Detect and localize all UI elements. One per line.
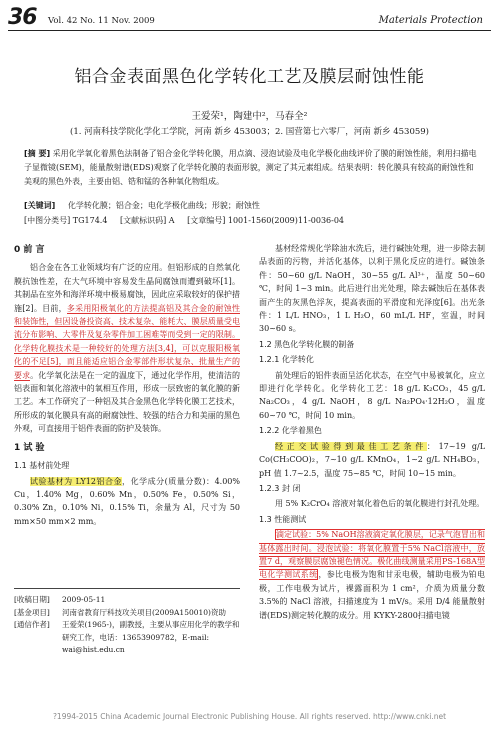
- testing-highlight-red: 滴定试验：5% NaOH溶液滴定氧化膜层，记录气泡冒出和基体露出时间。浸泡试验：将氧化膜置于5% NaCl溶液中，放置7 d，观察膜层腐蚀褪色情况。极化曲线测量采用PS-168A型电化学测试系统: [259, 530, 485, 580]
- intro-text-a: 铝合金在各工业领域均有广泛的应用。但铝形成的自然氧化膜抗蚀性差，在大气环境中容易发生晶间腐蚀而遭到破坏[1]。其制品在室外和海洋环境中极易腐蚀，因此应采取较好的保护措施[2]。目前，: [14, 263, 240, 313]
- meta-block: [24, 198, 479, 228]
- paper-title: 铝合金表面黑色化学转化工艺及膜层耐蚀性能: [74, 67, 425, 87]
- blackening-highlight: 经正交试验得到最佳工艺条件: [275, 441, 427, 451]
- abstract-label: [摘 要]: [24, 149, 51, 158]
- clc-number: [中图分类号] TG174.4: [24, 216, 108, 225]
- journal-name: Materials Protection: [378, 15, 483, 26]
- footnote-received: [收稿日期] 2009-05-11: [14, 595, 106, 604]
- keywords-line: [24, 198, 479, 213]
- intro-text-d: 。化学氧化法是在一定的温度下，通过化学作用，使清洁的铝表面和氧化溶液中的氧相互作用，形成一层致密的氧化膜的新工艺。本工作研究了一种铝及其合金黑色化学转化膜工艺技术，所形成的氧化膜具有高的耐腐蚀性、较强的结合力和美丽的黑色外观，可直接用于铝件表面的防护及装饰。: [14, 370, 241, 434]
- footnote-fund: [基金项目] 河南省教育厅科技攻关项目(2009A150010)资助: [14, 607, 226, 617]
- intro-highlight-red-2: [3,4]，可以克服阳极氧化的不足[5]，而且能适应铝合金零部件形状复杂、批量生产的要求: [14, 343, 240, 380]
- footnote-author: [通信作者] 王爱荣(1965-)，副教授，主要从事应用化学的教学和研究工作，电话：13653909782，E-mail: wai@hist.edu.cn: [14, 620, 240, 654]
- subsection-film-prep-heading: 1.2 黑色化学转化膜的制备: [259, 339, 355, 349]
- document-code: [文献标识码] A: [119, 216, 175, 225]
- blackening-text: ：17~19 g/L Co(CH₃COO)₂，7~10 g/L KMnO₄，1~2 g/L NH₄BO₃，pH 值 1.7~2.5，温度 75~85 ℃，时间 10~15 min。: [259, 441, 486, 478]
- substrate-text: ，化学成分(质量分数)：4.00% Cu，1.40% Mg，0.60% Mn，0.50% Fe，0.50% Si，0.30% Zn，0.10% Ni，0.15% Ti，余量为 Al，尺寸为 50 mm×50 mm×2 mm。: [14, 476, 240, 526]
- intro-highlight-red: 多采用阳极氧化的方法提高铝及其合金的耐蚀性和装饰性，但因设备投资高、技术复杂、能耗大、膜层质量受电流分布影响、大零件及复杂零件加工困难等而受到一定的限制。化学转化膜技术是一种较好的处理方法: [14, 303, 240, 353]
- subsection-substrate-heading: 1.1 基材前处理: [14, 461, 70, 471]
- pretreatment-paragraph: 基材经常规化学除油水洗后，进行碱蚀处理，进一步除去制品表面的污物，并活化基体，以利于黑化反应的进行。碱蚀条件：50~60 g/L NaOH，30~55 g/L Al³⁺，温度 50~60 ℃，时间 1~3 min。此后进行出光处理，除去碱蚀后在基体表面产生的灰黑色浮灰，提高表面的平滑度和光泽度[6]。出光条件：1 L/L HNO₃，1 L H₂O，60 mL/L HF，室温，时间 30~60 s。: [259, 244, 485, 334]
- keywords-text: 化学转化膜；铝合金；电化学极化曲线；形貌；耐蚀性: [67, 201, 260, 210]
- right-column: [259, 242, 485, 622]
- volume-info: Vol. 42 No. 11 Nov. 2009: [48, 16, 155, 26]
- section-intro-heading: 0 前 言: [14, 245, 45, 255]
- footnote-block: [14, 588, 240, 657]
- sealing-paragraph: 用 5% K₂CrO₄ 溶液对氧化着色后的氧化膜进行封孔处理。: [275, 499, 485, 509]
- subsection-testing-heading: 1.3 性能测试: [259, 514, 307, 524]
- affiliations: (1. 河南科技学院化学化工学院，河南 新乡 453003；2. 国营第七六零厂，河南 新乡 453059): [70, 127, 429, 137]
- conversion-paragraph: 前处理后的铝件表面呈活化状态，在空气中易被氧化，应立即进行化学转化。化学转化工艺：18 g/L K₂CO₃，45 g/L Na₂CO₃，4 g/L NaOH，8 g/L Na₂PO₄·12H₂O，温度 60~70 ℃，时间 10 min。: [259, 370, 485, 420]
- page-number: 36: [8, 5, 37, 30]
- subsection-conversion-heading: 1.2.1 化学转化: [259, 355, 314, 365]
- substrate-paragraph: [14, 475, 240, 529]
- running-header: [8, 5, 491, 31]
- section-experiment-heading: 1 试 验: [14, 442, 45, 453]
- abstract-text: 采用化学氧化着黑色法制备了铝合金化学转化膜，用点滴、浸泡试验及电化学极化曲线评价了膜的耐蚀性能，利用扫描电子显微镜(SEM)，能量散射谱(EDS)观察了化学转化膜的表面形貌，测定了其元素组成。结果表明：转化膜具有较高的耐蚀性和美观的黑色外表，主要由铝、锆和锰的各种氧化物组成。: [24, 149, 477, 186]
- copyright-footer: ?1994-2015 China Academic Journal Electronic Publishing House. All rights reserved. http://www.cnki.net: [52, 712, 447, 721]
- left-column: [14, 238, 240, 528]
- substrate-highlight: 试验基材为 LY12铝合金: [30, 476, 123, 486]
- article-number: [文章编号] 1001-1560(2009)11-0036-04: [187, 216, 345, 225]
- authors: 王爱荣¹，陶建中²，马春全²: [191, 111, 308, 122]
- keywords-label: [关键词]: [24, 201, 56, 210]
- subsection-sealing-heading: 1.2.3 封 闭: [259, 483, 301, 493]
- subsection-blackening-heading: 1.2.2 化学着黑色: [259, 426, 322, 436]
- testing-text: ，参比电极为饱和甘汞电极，辅助电极为铂电极，工作电极为试片，裸露面积为 1 cm²，介质为质量分数 3.5%的 NaCl 溶液，扫描速度为 1 mV/s。采用 D/4 能量散射谱(EDS)测定转化膜的成分。用 KYKY-2800扫描电镜: [259, 570, 486, 620]
- testing-paragraph: [259, 528, 485, 622]
- abstract: [24, 147, 479, 189]
- classification-line: [24, 213, 479, 228]
- blackening-paragraph: [259, 440, 485, 480]
- header-rule: [8, 30, 491, 31]
- intro-paragraph: [14, 261, 240, 435]
